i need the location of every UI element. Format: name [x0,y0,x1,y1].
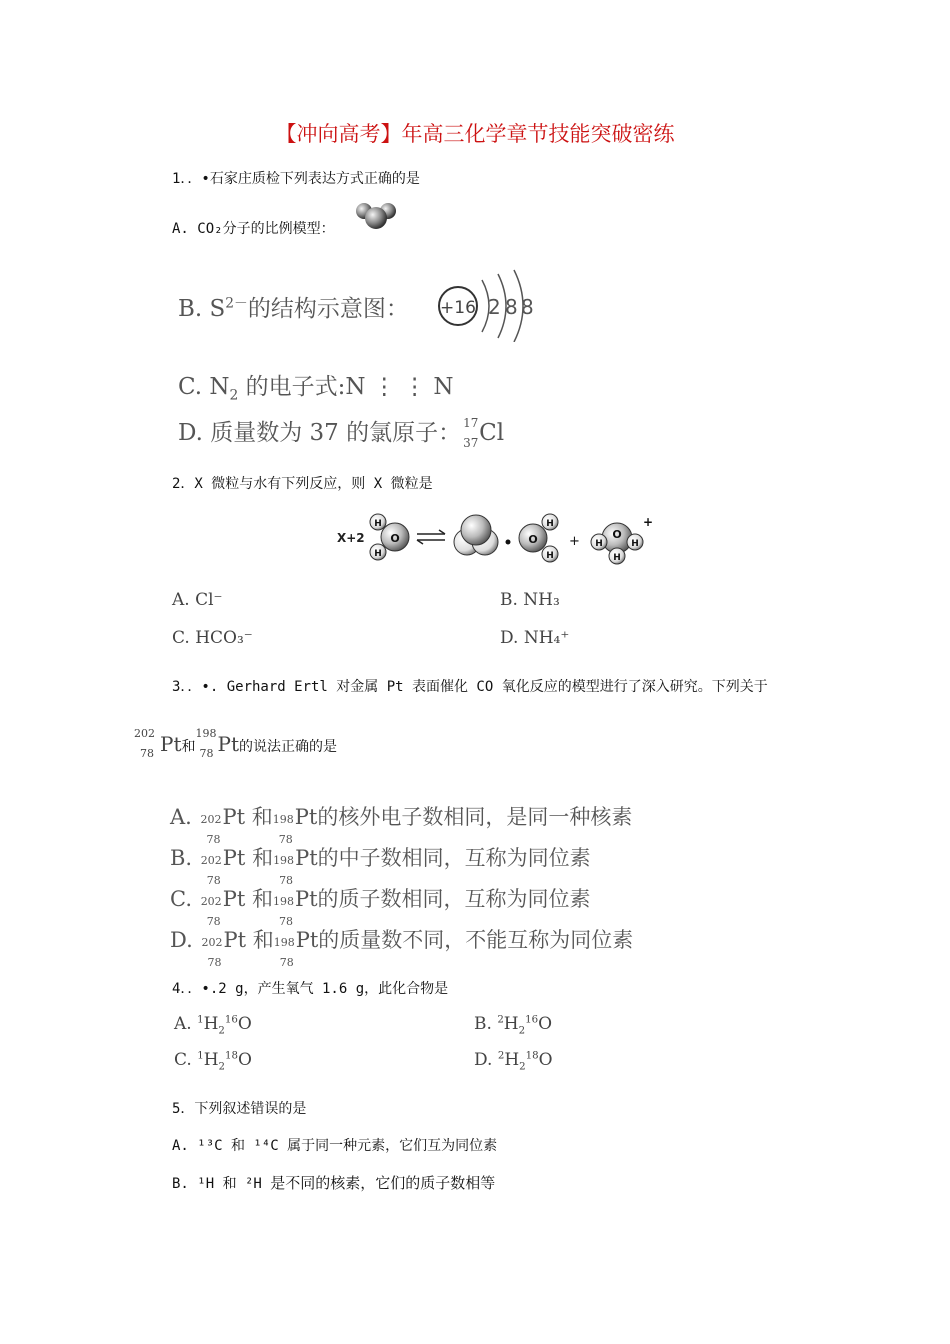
svg-text:H: H [595,539,603,549]
q1-option-d: D. 质量数为 37 的氯原子： 17 37 Cl [178,416,505,450]
svg-text:H: H [613,553,621,563]
q4-option-d: D. $^2H_2^{18}O$ [474,1050,553,1073]
svg-text:+: + [569,534,580,549]
svg-text:O: O [390,532,400,545]
shell-3-electrons: 8 [521,295,534,319]
svg-text:H: H [374,549,382,559]
q1-option-c: C. $N_2$ 的电子式:N ⋮ ⋮ N [178,374,454,404]
q2-option-d: D. NH₄⁺ [500,628,570,648]
svg-text:X+2: X+2 [337,531,365,545]
shell-1-electrons: 2 [488,295,501,319]
question-3-stem: 3．．•. Gerhard Ertl 对金属 Pt 表面催化 CO 氧化反应的模型进行了深入研究。下列关于 [172,679,768,695]
q3-option-c: C. 202 78 Pt 和 198 78 Pt的质子数相同，互称为同位素 [170,887,591,928]
svg-text:O: O [528,533,538,546]
svg-text:O: O [612,528,622,541]
svg-text:H: H [546,551,554,561]
q1-option-a: A. CO₂分子的比例模型： [172,221,335,237]
question-4-stem: 4．．•.2 g，产生氧气 1.6 g，此化合物是 [172,981,449,997]
page-title: 【冲向高考】年高三化学章节技能突破密练 [275,122,675,146]
q4-option-c: C. $^1H_2^{18}O$ [174,1050,252,1073]
q4-option-b: B. $^2H_2^{16}O$ [474,1014,553,1037]
svg-text:H: H [374,519,382,529]
reaction-model-diagram [333,508,663,570]
q2-option-a: A. Cl⁻ [172,590,223,610]
s2-structure-diagram [434,266,544,342]
svg-text:+: + [643,515,654,529]
q3-isotopes-line: 202 78 Pt和 198 78 Pt的说法正确的是 [134,726,337,760]
q3-option-b: B. 202 78 Pt 和 198 78 Pt的中子数相同，互称为同位素 [170,846,591,887]
shell-2-electrons: 8 [505,295,518,319]
q4-option-a: A. $^1H_2^{16}O$ [174,1014,252,1037]
question-5-stem: 5．下列叙述错误的是 [172,1101,307,1117]
question-1-stem: 1．．•石家庄质检下列表达方式正确的是 [172,171,420,187]
q1-option-b: B. $S^{2-}$的结构示意图： [178,295,409,322]
q3-option-a: A. 202 78 Pt 和 198 78 Pt的核外电子数相同，是同一种核素 [170,805,633,846]
nucleus-charge: +16 [440,298,476,318]
q5-option-a: A. ¹³C 和 ¹⁴C 属于同一种元素，它们互为同位素 [172,1138,498,1154]
q5-option-b: B. ¹H 和 ²H 是不同的核素，它们的质子数相等 [172,1174,496,1192]
q2-option-b: B. NH₃ [500,590,560,610]
question-2-stem: 2．X 微粒与水有下列反应，则 X 微粒是 [172,476,433,492]
svg-text:H: H [546,519,554,529]
q2-option-c: C. HCO₃⁻ [172,628,253,648]
svg-text:H: H [631,539,639,549]
q3-option-d: D. 202 78 Pt 和 198 78 Pt的质量数不同，不能互称为同位素 [170,928,634,969]
q3-options [170,797,634,969]
co2-space-filling-model [354,198,398,232]
